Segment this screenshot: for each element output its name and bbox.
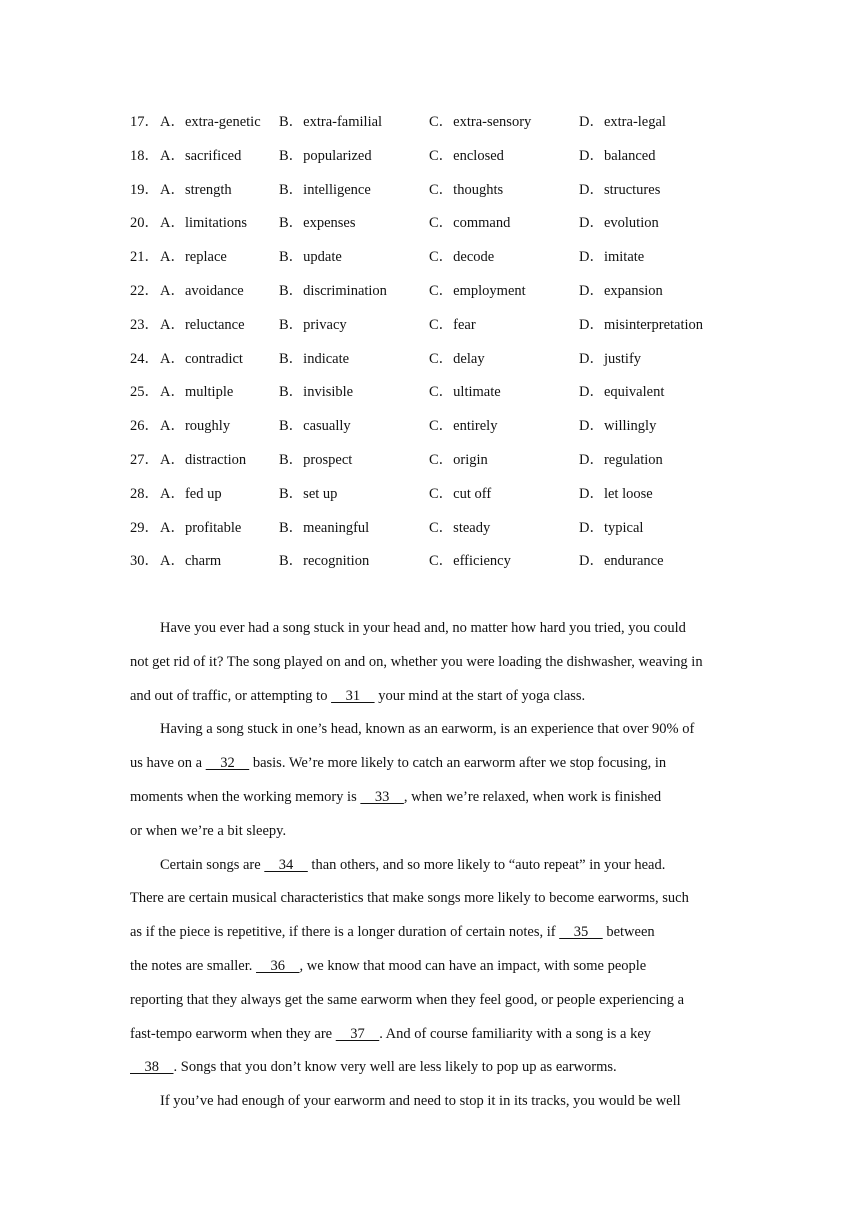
question-number: 20． bbox=[130, 215, 159, 232]
option-a: A．roughly bbox=[160, 418, 231, 435]
option-c: C．entirely bbox=[429, 418, 498, 435]
passage-text: moments when the working memory is bbox=[130, 788, 361, 805]
passage-line bbox=[130, 1023, 730, 1057]
option-c: C．fear bbox=[429, 316, 476, 333]
option-b: B．set up bbox=[279, 485, 338, 502]
question-number: 28． bbox=[130, 485, 159, 502]
question-row bbox=[130, 415, 770, 449]
blank-33: 33 bbox=[360, 788, 404, 805]
option-d: D．evolution bbox=[579, 215, 659, 232]
reading-passage bbox=[130, 617, 730, 1124]
passage-line: Having a song stuck in one’s head, known as an earworm, is an experience that over 90% of bbox=[160, 721, 695, 738]
question-row bbox=[130, 179, 770, 213]
blank-38: 38 bbox=[130, 1059, 174, 1076]
question-row bbox=[130, 449, 770, 483]
option-c: C．enclosed bbox=[429, 147, 504, 164]
option-d: D．imitate bbox=[579, 249, 645, 266]
passage-line bbox=[130, 955, 730, 989]
passage-line bbox=[130, 854, 730, 888]
question-row bbox=[130, 348, 770, 382]
option-b: B．invisible bbox=[279, 384, 354, 401]
option-d: D．willingly bbox=[579, 418, 657, 435]
passage-line: not get rid of it? The song played on and on, whether you were loading the dishwasher, weaving in bbox=[130, 653, 703, 670]
option-a: A．charm bbox=[160, 553, 222, 570]
question-number: 23． bbox=[130, 316, 159, 333]
question-number: 18． bbox=[130, 147, 159, 164]
passage-text: , when we’re relaxed, when work is finished bbox=[403, 788, 662, 805]
option-a: A．distraction bbox=[160, 451, 247, 468]
passage-text: , we know that mood can have an impact, with some people bbox=[299, 957, 647, 974]
option-b: B．casually bbox=[279, 418, 351, 435]
passage-line: There are certain musical characteristics that make songs more likely to become earworms, such bbox=[130, 890, 689, 907]
passage-line: reporting that they always get the same earworm when they feel good, or people experiencing a bbox=[130, 991, 685, 1008]
option-d: D．equivalent bbox=[579, 384, 665, 401]
option-a: A．fed up bbox=[160, 485, 222, 502]
question-number: 27． bbox=[130, 451, 159, 468]
question-number: 19． bbox=[130, 181, 159, 198]
passage-text: . Songs that you don’t know very well are less likely to pop up as earworms. bbox=[173, 1059, 617, 1076]
option-c: C．command bbox=[429, 215, 511, 232]
blank-31: 31 bbox=[331, 687, 375, 704]
answer-options bbox=[130, 111, 770, 584]
question-number: 30． bbox=[130, 553, 159, 570]
option-a: A．avoidance bbox=[160, 282, 244, 299]
passage-text: fast-tempo earworm when they are bbox=[130, 1025, 336, 1042]
option-b: B．expenses bbox=[279, 215, 356, 232]
question-row bbox=[130, 483, 770, 517]
blank-36: 36 bbox=[256, 957, 300, 974]
question-number: 29． bbox=[130, 519, 159, 536]
option-a: A．extra-genetic bbox=[160, 114, 261, 130]
option-c: C．delay bbox=[429, 350, 485, 367]
option-c: C．origin bbox=[429, 451, 488, 468]
passage-line bbox=[130, 752, 730, 786]
question-row bbox=[130, 550, 770, 584]
option-a: A．replace bbox=[160, 249, 227, 266]
passage-text: the notes are smaller. bbox=[130, 957, 257, 974]
passage-text: your mind at the start of yoga class. bbox=[374, 687, 586, 704]
option-c: C．employment bbox=[429, 282, 526, 299]
option-a: A．multiple bbox=[160, 384, 234, 401]
passage-text: as if the piece is repetitive, if there is a longer duration of certain notes, if bbox=[130, 924, 560, 941]
question-row bbox=[130, 111, 770, 145]
option-d: D．balanced bbox=[579, 147, 656, 164]
question-row bbox=[130, 145, 770, 179]
option-c: C．ultimate bbox=[429, 384, 501, 401]
option-d: D．expansion bbox=[579, 282, 663, 299]
option-b: B．recognition bbox=[279, 553, 370, 570]
passage-line: or when we’re a bit sleepy. bbox=[130, 822, 287, 839]
passage-text: between bbox=[602, 924, 655, 941]
question-row bbox=[130, 381, 770, 415]
option-c: C．cut off bbox=[429, 485, 492, 502]
blank-35: 35 bbox=[559, 924, 603, 941]
question-number: 21． bbox=[130, 249, 159, 266]
question-number: 26． bbox=[130, 418, 159, 435]
passage-text: than others, and so more likely to “auto repeat” in your head. bbox=[307, 856, 666, 873]
option-d: D．endurance bbox=[579, 553, 664, 570]
option-a: A．profitable bbox=[160, 519, 242, 536]
option-d: D．misinterpretation bbox=[579, 316, 704, 333]
question-row bbox=[130, 517, 770, 551]
question-row bbox=[130, 314, 770, 348]
passage-line bbox=[130, 1056, 730, 1090]
passage-line: If you’ve had enough of your earworm and need to stop it in its tracks, you would be well bbox=[160, 1093, 681, 1110]
option-b: B．discrimination bbox=[279, 282, 387, 299]
option-b: B．prospect bbox=[279, 451, 353, 468]
question-number: 25． bbox=[130, 384, 159, 401]
question-row bbox=[130, 212, 770, 246]
option-d: D．let loose bbox=[579, 485, 653, 502]
option-d: D．justify bbox=[579, 350, 642, 367]
passage-line bbox=[130, 921, 730, 955]
passage-text: and out of traffic, or attempting to bbox=[130, 687, 332, 704]
question-row bbox=[130, 280, 770, 314]
question-number: 24． bbox=[130, 350, 159, 367]
question-number: 17． bbox=[130, 114, 159, 130]
option-a: A．limitations bbox=[160, 215, 247, 232]
option-c: C．extra-sensory bbox=[429, 114, 532, 130]
question-number: 22． bbox=[130, 282, 159, 299]
question-row bbox=[130, 246, 770, 280]
option-d: D．extra-legal bbox=[579, 114, 666, 130]
option-b: B．intelligence bbox=[279, 181, 371, 198]
blank-37: 37 bbox=[335, 1025, 380, 1042]
passage-text: us have on a bbox=[130, 755, 206, 772]
option-d: D．typical bbox=[579, 519, 644, 536]
option-b: B．popularized bbox=[279, 147, 372, 164]
passage-text: Certain songs are bbox=[160, 856, 265, 873]
option-b: B．update bbox=[279, 249, 342, 266]
passage-text: . And of course familiarity with a song is a key bbox=[379, 1025, 652, 1042]
option-c: C．decode bbox=[429, 249, 495, 266]
option-c: C．thoughts bbox=[429, 181, 504, 198]
passage-line bbox=[130, 685, 730, 719]
option-d: D．regulation bbox=[579, 451, 663, 468]
option-a: A．contradict bbox=[160, 350, 243, 367]
passage-line: Have you ever had a song stuck in your head and, no matter how hard you tried, you could bbox=[160, 620, 686, 636]
option-b: B．indicate bbox=[279, 350, 350, 367]
option-d: D．structures bbox=[579, 181, 661, 198]
option-c: C．steady bbox=[429, 519, 491, 536]
blank-34: 34 bbox=[264, 856, 308, 873]
passage-line bbox=[130, 786, 730, 820]
passage-text: basis. We’re more likely to catch an earworm after we stop focusing, in bbox=[249, 755, 667, 772]
option-b: B．privacy bbox=[279, 316, 347, 333]
blank-32: 32 bbox=[205, 755, 250, 772]
option-a: A．strength bbox=[160, 181, 232, 198]
option-a: A．sacrificed bbox=[160, 147, 242, 164]
option-c: C．efficiency bbox=[429, 553, 511, 570]
option-b: B．extra-familial bbox=[279, 114, 383, 130]
option-b: B．meaningful bbox=[279, 519, 370, 536]
option-a: A．reluctance bbox=[160, 316, 245, 333]
